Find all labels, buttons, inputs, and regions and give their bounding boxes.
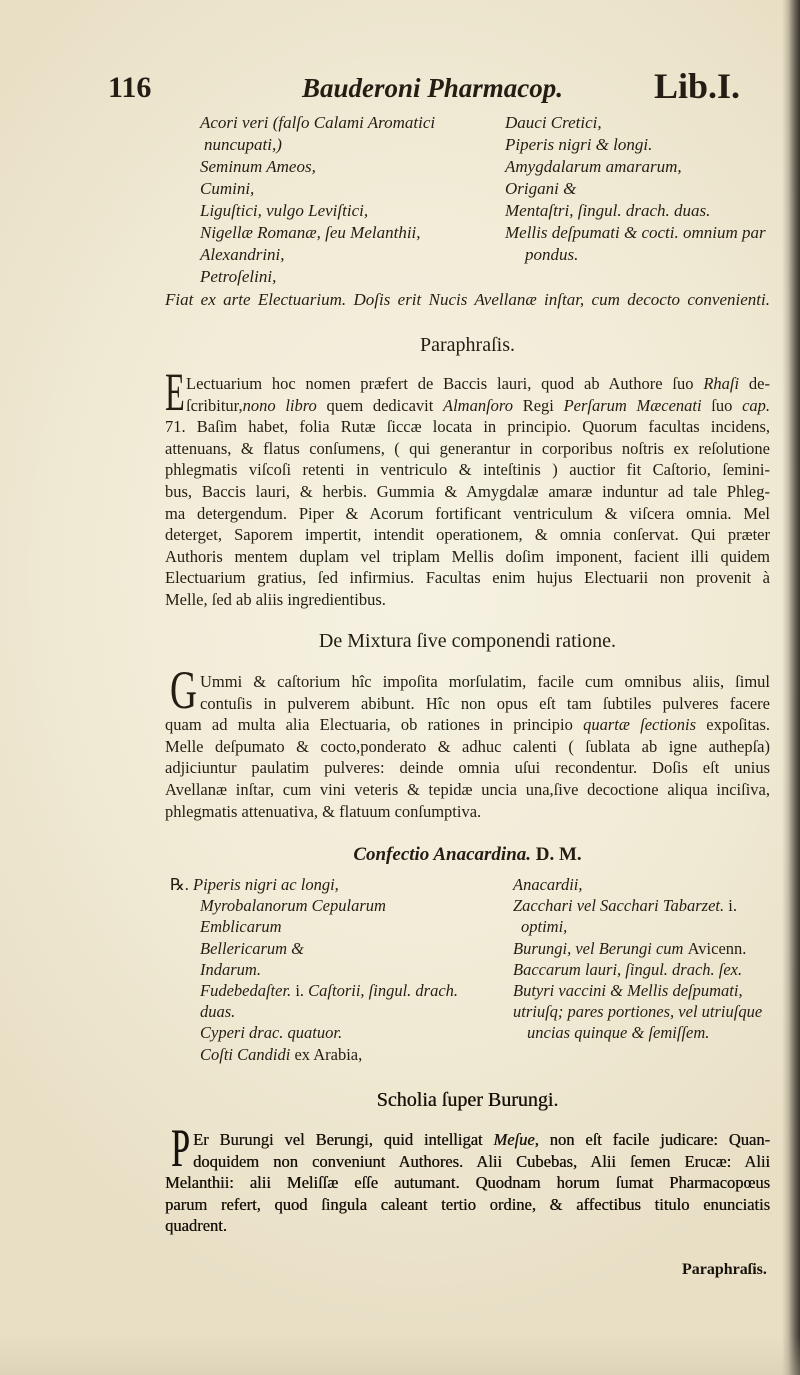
ingredient-line: Mellis deſpumati & cocti. omnium par xyxy=(505,223,766,242)
text-segment: Lectuarium hoc nomen præfert de Baccis lauri, quod ab Authore ſuo xyxy=(186,374,704,393)
ingredient-line: Butyri vaccini & Mellis deſpumati, xyxy=(513,981,743,1001)
recipe-ingredients-left xyxy=(200,112,490,288)
text-segment: Piperis nigri ac longi, xyxy=(193,875,339,894)
ingredient-line: duas. xyxy=(200,1002,236,1022)
text-line: Authoris mentem duplam vel triplam Mellis doſim imponent, facient illi quidem xyxy=(165,546,770,566)
italic-term: quartæ ſectionis xyxy=(583,715,697,735)
ingredient-line: optimi, xyxy=(521,917,568,937)
section-heading-scholia: Scholia ſuper Burungi. xyxy=(376,1089,559,1111)
roman-term: ex Arabia, xyxy=(294,1044,363,1064)
roman-term: Avicenn. xyxy=(687,938,747,958)
confectio-ingredients-left xyxy=(170,874,500,1065)
drop-cap: E xyxy=(165,362,185,422)
ingredient-line: pondus. xyxy=(525,245,579,264)
ingredient-line: Baccarum lauri, ſingul. drach. ſex. xyxy=(513,959,743,979)
text-segment: , non eſt facile judicare: Quan- xyxy=(534,1130,770,1149)
book-number: Lib.I. xyxy=(654,66,741,106)
ingredient-line xyxy=(513,895,771,916)
ingredient-line: Petroſelini, xyxy=(200,267,277,286)
text-segment: Zacchari vel Sacchari Tabarzet. xyxy=(513,896,729,916)
roman-term: i. xyxy=(295,981,305,1001)
italic-term: nono libro xyxy=(242,395,317,415)
italic-term: cap. xyxy=(742,395,771,415)
text-line: Avellanæ inſtar, cum vini veteris & tepidæ uncia una,ſive decoctione aliqua inciſiva, xyxy=(165,779,770,799)
text-segment: Coſti Candidi xyxy=(200,1044,295,1064)
section-heading-paraphrasis: Paraphraſis. xyxy=(420,334,515,356)
text-line: Electuarium gratius, ſed infirmius. Facultas enim hujus Electuarii non provenit à xyxy=(165,568,770,588)
ingredient-line: Seminum Ameos, xyxy=(200,157,316,176)
ingredient-line xyxy=(170,1044,500,1065)
text-line xyxy=(165,395,770,417)
scholia-text xyxy=(165,1118,770,1237)
text-line: ma detergendum. Piper & Acorum fortificant ventriculum & viſcera omnia. Mel xyxy=(165,503,770,523)
ingredient-line: Nigellæ Romanæ, ſeu Melanthii, xyxy=(200,223,421,242)
italic-term: Perſarum Mæcenati xyxy=(563,395,702,415)
text-line xyxy=(165,714,770,736)
mixtura-text xyxy=(165,660,770,822)
ingredient-line: Bellericarum & xyxy=(200,938,305,958)
text-segment: ſuo xyxy=(701,395,743,415)
roman-term: i. xyxy=(728,896,737,916)
italic-term: Meſue xyxy=(493,1130,535,1149)
section-heading-mixtura: De Mixtura ſive componendi ratione. xyxy=(318,630,617,652)
catchword: Paraphraſis. xyxy=(682,1261,767,1278)
text-line: contuſis in pulverem abibunt. Hîc non opus eſt tam ſubtiles pulveres facere xyxy=(200,693,770,713)
ingredient-line xyxy=(170,980,500,1001)
ingredient-line: Piperis nigri & longi. xyxy=(505,135,653,154)
text-line xyxy=(165,1129,770,1151)
page-bottom-shading xyxy=(0,1335,800,1375)
text-line: attenuans, & flatus conſumens, ( qui generantur in corporibus noſtris ex reſolutione xyxy=(165,438,770,458)
text-line: quadrent. xyxy=(165,1216,227,1236)
ingredient-line: Anacardii, xyxy=(513,875,583,894)
ingredient-line: Liguſtici, vulgo Leviſtici, xyxy=(200,201,369,220)
running-title: Bauderoni Pharmacop. xyxy=(302,73,564,103)
confectio-title: Confectio Anacardina. xyxy=(353,844,532,865)
text-line: phlegmatis attenuativa, & flatuum conſumptiva. xyxy=(165,801,482,821)
text-line: 71. Baſim habet, folia Rutæ ſiccæ locata in principio. Quorum facultas incidens, xyxy=(165,417,770,437)
ingredient-line: Cyperi drac. quatuor. xyxy=(200,1023,343,1043)
confectio-ingredients-right xyxy=(513,874,771,1044)
text-segment: Er Burungi vel Berungi, quid intelligat xyxy=(193,1130,494,1149)
paraphrasis-text xyxy=(165,362,771,611)
ingredient-line xyxy=(513,938,771,959)
text-segment: quam ad multa alia Electuaria, ob rationes in principio xyxy=(165,715,584,735)
ingredient-line: Indarum. xyxy=(200,959,261,979)
recipe-instruction: Fiat ex arte Electuarium. Doſis erit Nucis Avellanæ inſtar, cum decocto convenienti. xyxy=(165,290,770,309)
text-segment: de- xyxy=(739,374,770,393)
ingredient-line: nuncupati,) xyxy=(204,135,282,154)
text-line: Melle, ſed ab aliis ingredientibus. xyxy=(165,589,386,609)
ingredient-line: Cumini, xyxy=(200,179,255,198)
text-segment: Caſtorii, ſingul. drach. xyxy=(304,981,459,1001)
text-line: Melanthii: alii Meliſſæ eſſe autumant. Quodnam horum ſumat Pharmacopœus xyxy=(165,1173,770,1193)
italic-term: Rhaſi xyxy=(703,374,740,393)
text-line: parum refert, quod ſingula caleant tertio ordine, & affectibus titulo enunciatis xyxy=(165,1194,770,1214)
text-line: doquidem non conveniunt Authores. Alii Cubebas, Alii ſemen Erucæ: Alii xyxy=(193,1151,770,1171)
page-number: 116 xyxy=(108,71,152,104)
text-line: bus, Baccis lauri, & herbis. Gummia & Amygdalæ amaræ induntur ad tale Phleg- xyxy=(165,481,770,501)
roman-term: ℞. xyxy=(170,875,194,894)
ingredient-line: Origani & xyxy=(505,179,577,198)
ingredient-line: Myrobalanorum Cepularum xyxy=(200,896,386,916)
section-heading-confectio xyxy=(165,843,770,867)
text-segment: expoſitas. xyxy=(696,715,770,735)
ingredient-line: Alexandrini, xyxy=(200,245,285,264)
text-segment: Regi xyxy=(513,395,564,415)
text-line xyxy=(165,373,770,395)
ingredient-line: Acori veri (falſo Calami Aromatici xyxy=(200,113,436,132)
ingredient-line: utriuſq; pares portiones, vel utriuſque xyxy=(513,1002,763,1022)
italic-term: Almanſoro xyxy=(443,395,513,415)
text-segment: ſcribitur, xyxy=(186,395,243,415)
ingredient-line: uncias quinque & ſemiſſem. xyxy=(527,1023,710,1043)
text-segment: Burungi, vel Berungi cum xyxy=(513,938,688,958)
recipe-ingredients-right xyxy=(505,112,770,266)
text-line: Ummi & caſtorium hîc impoſita morſulatim, facile cum omnibus aliis, ſimul xyxy=(200,672,770,691)
ingredient-line: Amygdalarum amararum, xyxy=(505,157,682,176)
drop-cap: G xyxy=(170,660,197,720)
ingredient-line: Emblicarum xyxy=(200,917,282,937)
text-line: deterget, Saporem impertit, intendit operationem, & omnia conſervat. Qui præter xyxy=(165,525,770,545)
confectio-suffix: D. M. xyxy=(535,844,582,865)
text-segment: Fudebedaſter. xyxy=(200,981,296,1001)
drop-cap: P xyxy=(171,1118,190,1178)
page-edge-shadow xyxy=(782,0,800,1375)
text-segment: quem dedicavit xyxy=(316,395,444,415)
ingredient-line xyxy=(170,874,500,895)
ingredient-line: Dauci Cretici, xyxy=(505,113,602,132)
text-line: phlegmatis viſcoſi retenti in ventriculo & inteſtinis ) auctior fit Caſtorio, ſemini- xyxy=(165,460,770,480)
text-line: Melle deſpumato & cocto,ponderato & adhuc calenti ( ſublata ab igne authepſa) xyxy=(165,736,770,756)
ingredient-line: Mentaſtri, ſingul. drach. duas. xyxy=(505,201,711,220)
text-line: adjiciuntur paulatim pulveres: deinde omnia uſui recondentur. Doſis eſt unius xyxy=(165,758,770,778)
